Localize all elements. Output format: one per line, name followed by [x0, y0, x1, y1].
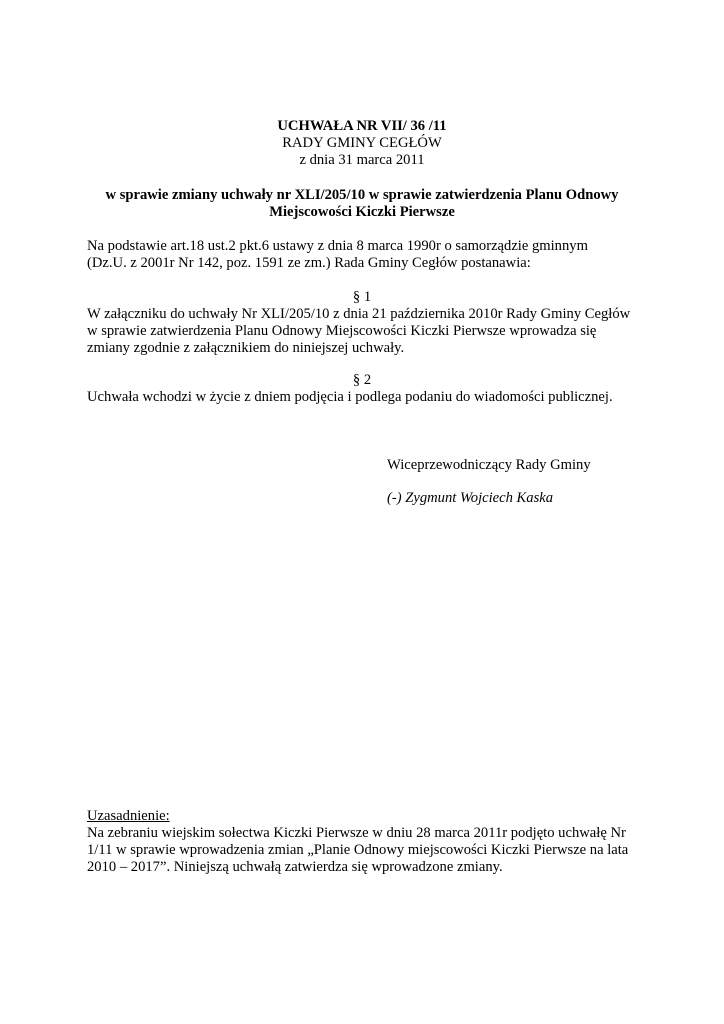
council-name: RADY GMINY CEGŁÓW [282, 135, 442, 151]
signature-role: Wiceprzewodniczący Rady Gminy [387, 457, 591, 473]
resolution-date: z dnia 31 marca 2011 [299, 152, 425, 168]
section-1-heading: § 1 [352, 289, 372, 305]
subject-line-2: Miejscowości Kiczki Pierwsze [269, 204, 455, 220]
section-1-line-2: w sprawie zatwierdzenia Planu Odnowy Miejscowości Kiczki Pierwsze wprowadza się [87, 323, 597, 339]
section-2-heading: § 2 [352, 372, 372, 388]
justification-line-3: 2010 – 2017”. Niniejszą uchwałą zatwierdza się wprowadzone zmiany. [87, 859, 503, 875]
preamble-line-2: (Dz.U. z 2001r Nr 142, poz. 1591 ze zm.) Rada Gminy Cegłów postanawia: [87, 255, 531, 271]
signature-name: (-) Zygmunt Wojciech Kaska [387, 490, 554, 506]
section-2-line-1: Uchwała wchodzi w życie z dniem podjęcia i podlega podaniu do wiadomości publicznej. [87, 389, 613, 405]
resolution-title: UCHWAŁA NR VII/ 36 /11 [277, 118, 447, 134]
section-1-line-1: W załączniku do uchwały Nr XLI/205/10 z dnia 21 października 2010r Rady Gminy Cegłów [87, 306, 631, 322]
justification-heading: Uzasadnienie: [87, 808, 170, 824]
justification-line-2: 1/11 w sprawie wprowadzenia zmian „Planie Odnowy miejscowości Kiczki Pierwsze na lata [87, 842, 629, 858]
preamble-line-1: Na podstawie art.18 ust.2 pkt.6 ustawy z dnia 8 marca 1990r o samorządzie gminnym [87, 238, 588, 254]
justification-line-1: Na zebraniu wiejskim sołectwa Kiczki Pierwsze w dniu 28 marca 2011r podjęto uchwałę Nr [87, 825, 626, 841]
section-1-line-3: zmiany zgodnie z załącznikiem do niniejszej uchwały. [87, 340, 405, 356]
subject-line-1: w sprawie zmiany uchwały nr XLI/205/10 w sprawie zatwierdzenia Planu Odnowy [105, 187, 619, 203]
